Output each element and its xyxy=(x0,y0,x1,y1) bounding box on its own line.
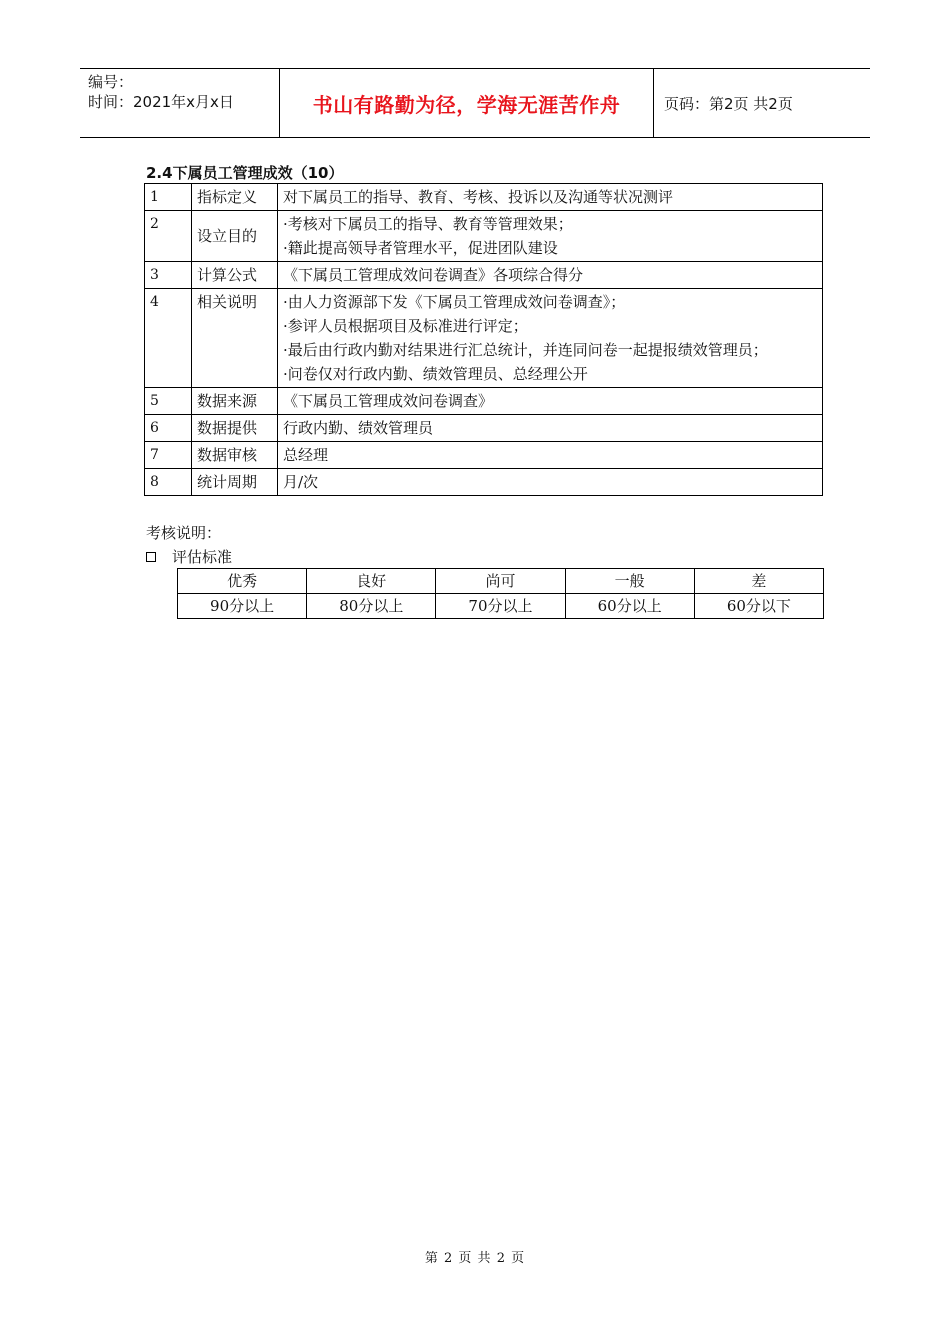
kpi-row xyxy=(145,184,823,211)
kpi-row-number: 4 xyxy=(145,289,192,388)
standard-heading xyxy=(146,546,232,567)
section-title: 2.4下属员工管理成效（10） xyxy=(146,164,344,182)
grade-name-cell: 一般 xyxy=(565,569,694,594)
kpi-row-number: 1 xyxy=(145,184,192,211)
kpi-row-label: 数据提供 xyxy=(192,415,278,442)
kpi-table xyxy=(144,183,823,496)
kpi-row-content xyxy=(278,415,823,442)
checkbox-icon xyxy=(146,552,156,562)
kpi-row-content xyxy=(278,469,823,496)
page-header xyxy=(80,68,870,138)
grade-name-cell: 差 xyxy=(694,569,823,594)
kpi-row-content xyxy=(278,388,823,415)
grade-score-cell: 80分以上 xyxy=(307,594,436,619)
kpi-content-line: 行政内勤、绩效管理员 xyxy=(283,419,434,437)
kpi-content-line: ·问卷仅对行政内勤、绩效管理员、总经理公开 xyxy=(283,365,588,383)
kpi-row-content xyxy=(278,289,823,388)
assessment-note: 考核说明： xyxy=(146,524,222,542)
kpi-row-label: 指标定义 xyxy=(192,184,278,211)
kpi-content-line: ·由人力资源部下发《下属员工管理成效问卷调查》； xyxy=(283,293,626,311)
kpi-row-content xyxy=(278,262,823,289)
kpi-content-line: ·考核对下属员工的指导、教育等管理效果； xyxy=(283,215,573,233)
kpi-content-line: 《下属员工管理成效问卷调查》各项综合得分 xyxy=(283,266,584,284)
kpi-row-label: 设立目的 xyxy=(192,211,278,262)
grade-name-cell: 良好 xyxy=(307,569,436,594)
grade-score-cell: 60分以下 xyxy=(694,594,823,619)
kpi-row-number: 5 xyxy=(145,388,192,415)
kpi-row xyxy=(145,415,823,442)
kpi-row xyxy=(145,469,823,496)
grade-score-cell: 90分以上 xyxy=(178,594,307,619)
kpi-content-line: 总经理 xyxy=(283,446,329,464)
grade-name-cell: 尚可 xyxy=(436,569,565,594)
kpi-row-number: 6 xyxy=(145,415,192,442)
kpi-row xyxy=(145,289,823,388)
kpi-row-label: 数据审核 xyxy=(192,442,278,469)
kpi-row xyxy=(145,262,823,289)
header-page-info: 页码：第2页 共2页 xyxy=(664,94,793,113)
kpi-row-content xyxy=(278,211,823,262)
kpi-row xyxy=(145,211,823,262)
kpi-row-label: 计算公式 xyxy=(192,262,278,289)
grade-name-cell: 优秀 xyxy=(178,569,307,594)
grade-score-cell: 70分以上 xyxy=(436,594,565,619)
kpi-row xyxy=(145,442,823,469)
kpi-row-label: 数据来源 xyxy=(192,388,278,415)
doc-number-label: 编号： xyxy=(88,73,134,91)
kpi-row xyxy=(145,388,823,415)
kpi-row-content xyxy=(278,184,823,211)
grade-name-row xyxy=(178,569,824,594)
kpi-content-line: 月/次 xyxy=(283,473,319,491)
kpi-row-label: 相关说明 xyxy=(192,289,278,388)
kpi-row-number: 3 xyxy=(145,262,192,289)
kpi-row-label: 统计周期 xyxy=(192,469,278,496)
kpi-content-line: ·最后由行政内勤对结果进行汇总统计，并连同问卷一起提报绩效管理员； xyxy=(283,341,768,359)
kpi-content-line: 《下属员工管理成效问卷调查》 xyxy=(283,392,494,410)
grade-table xyxy=(177,568,824,619)
doc-time-label: 时间：2021年x月x日 xyxy=(88,93,234,111)
header-motto: 书山有路勤为径，学海无涯苦作舟 xyxy=(280,69,654,137)
grade-score-row xyxy=(178,594,824,619)
kpi-content-line: ·参评人员根据项目及标准进行评定； xyxy=(283,317,528,335)
kpi-row-content xyxy=(278,442,823,469)
kpi-row-number: 2 xyxy=(145,211,192,262)
kpi-row-number: 7 xyxy=(145,442,192,469)
standard-label: 评估标准 xyxy=(172,548,233,566)
page-footer: 第 2 页 共 2 页 xyxy=(424,1251,526,1266)
kpi-content-line: 对下属员工的指导、教育、考核、投诉以及沟通等状况测评 xyxy=(283,188,674,206)
kpi-content-line: ·籍此提高领导者管理水平，促进团队建设 xyxy=(283,239,558,257)
grade-score-cell: 60分以上 xyxy=(565,594,694,619)
header-meta xyxy=(80,69,280,137)
kpi-row-number: 8 xyxy=(145,469,192,496)
